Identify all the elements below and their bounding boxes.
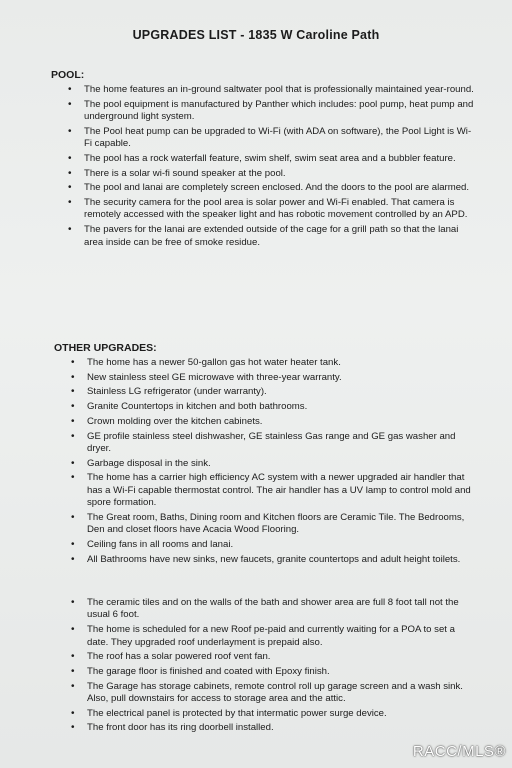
list-item: • The home has a carrier high efficiency AC system with a newer upgraded air handler that has a Wi-Fi capable thermostat control. The air handler has a UV lamp to control mold and spore formation. [71,472,475,509]
list-item: • New stainless steel GE microwave with three-year warranty. [71,372,475,384]
list-item: • Crown molding over the kitchen cabinets. [71,416,475,428]
list-item: • The security camera for the pool area is solar power and Wi-Fi enabled. That camera is remotely accessed with the speaker light and has robotic movement controlled by an APD. [68,197,476,222]
other-upgrades-heading: OTHER UPGRADES: [54,342,157,354]
list-item: • Granite Countertops in kitchen and both bathrooms. [71,401,475,413]
list-item: • The pool has a rock waterfall feature, swim shelf, swim seat area and a bubbler feature. [68,153,476,165]
list-item: • The home has a newer 50-gallon gas hot water heater tank. [71,357,475,369]
other-upgrades-list [71,357,475,568]
list-item: • The home features an in-ground saltwater pool that is professionally maintained year-round. [68,84,476,96]
list-item: • The electrical panel is protected by that intermatic power surge device. [71,708,475,720]
list-item: • The home is scheduled for a new Roof pe-paid and currently waiting for a POA to set a date. They upgraded roof underlayment is prepaid also. [71,624,475,649]
pool-list [68,84,476,251]
more-upgrades-list [71,597,475,737]
mls-watermark: RACC/MLS® [412,743,506,760]
list-item: • All Bathrooms have new sinks, new faucets, granite countertops and adult height toilets. [71,554,475,566]
list-item: • There is a solar wi-fi sound speaker at the pool. [68,168,476,180]
pool-heading: POOL: [51,69,85,81]
list-item: • The pavers for the lanai are extended outside of the cage for a grill path so that the lanai area inside can be free of smoke residue. [68,224,476,249]
list-item: • The pool and lanai are completely screen enclosed. And the doors to the pool are alarmed. [68,182,476,194]
page-title: UPGRADES LIST - 1835 W Caroline Path [132,28,380,42]
list-item: • The garage floor is finished and coated with Epoxy finish. [71,666,475,678]
list-item: • The ceramic tiles and on the walls of the bath and shower area are full 8 foot tall not the usual 6 foot. [71,597,475,622]
list-item: • The pool equipment is manufactured by Panther which includes: pool pump, heat pump and underground light system. [68,99,476,124]
list-item: • The Pool heat pump can be upgraded to Wi-Fi (with ADA on software), the Pool Light is Wi-Fi capable. [68,126,476,151]
list-item: • The Great room, Baths, Dining room and Kitchen floors are Ceramic Tile. The Bedrooms, Den and closet floors have Acacia Wood Flooring. [71,512,475,537]
list-item: • The Garage has storage cabinets, remote control roll up garage screen and a wash sink. Also, pull downstairs for access to storage area and the attic. [71,681,475,706]
list-item: • GE profile stainless steel dishwasher, GE stainless Gas range and GE gas washer and dryer. [71,431,475,456]
list-item: • Stainless LG refrigerator (under warranty). [71,386,475,398]
list-item: • Garbage disposal in the sink. [71,458,475,470]
list-item: • Ceiling fans in all rooms and lanai. [71,539,475,551]
list-item: • The roof has a solar powered roof vent fan. [71,651,475,663]
list-item: • The front door has its ring doorbell installed. [71,722,475,734]
